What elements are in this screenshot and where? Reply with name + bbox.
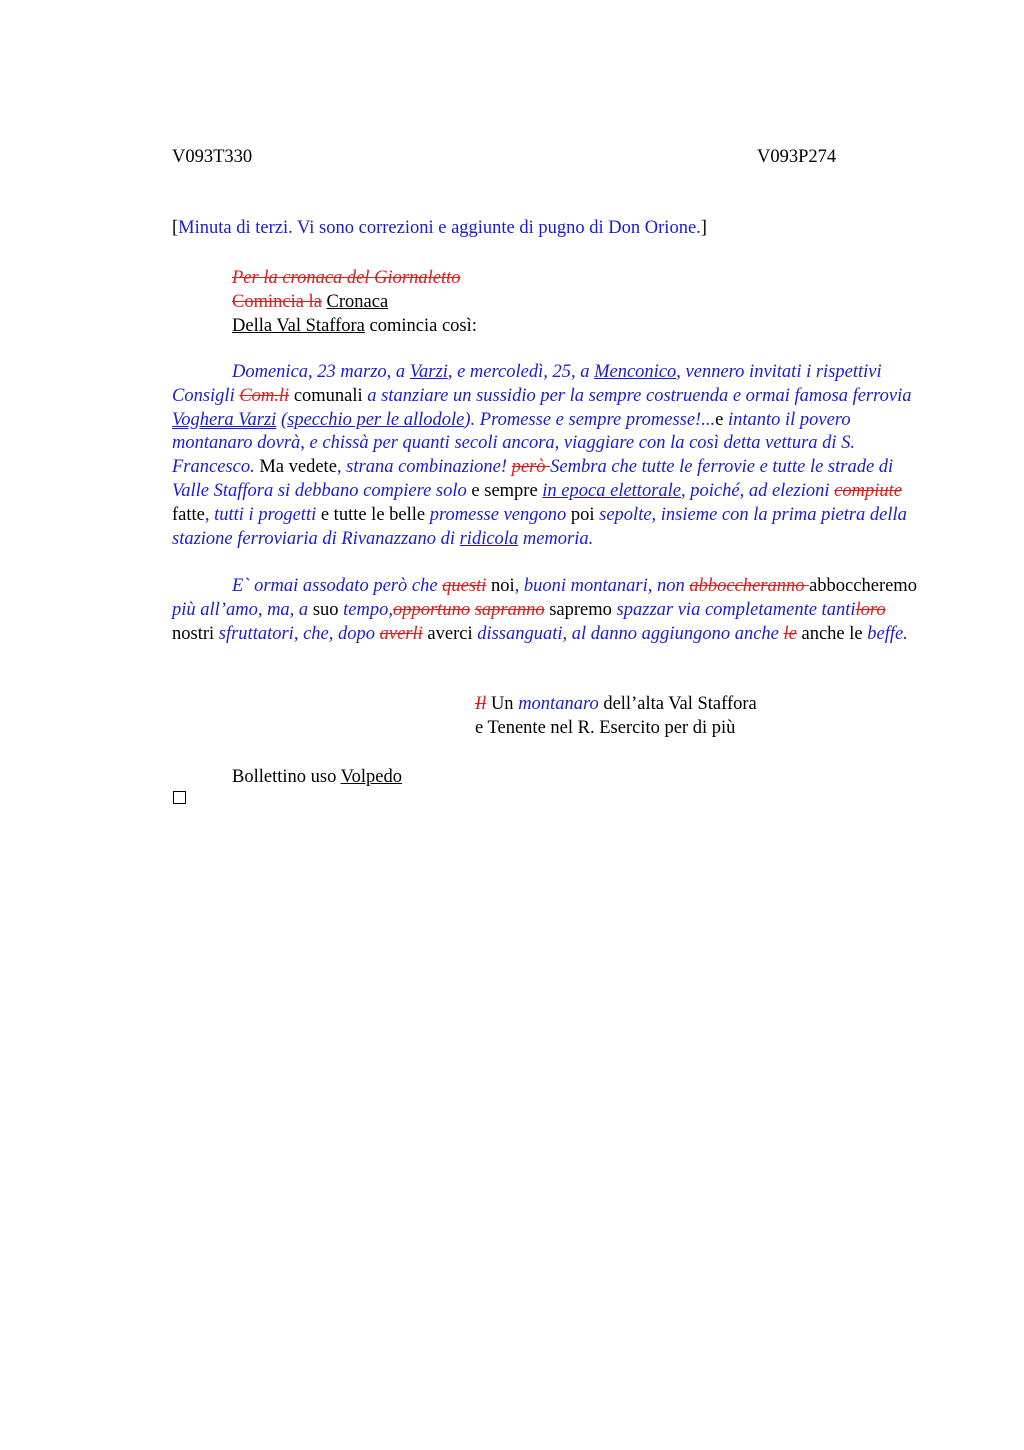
- underlined-phrase: in epoca elettorale: [542, 480, 682, 501]
- text-run: dissanguati, al danno aggiungono anche: [477, 623, 784, 644]
- text-run: e tutte le belle: [316, 504, 430, 525]
- note-text: Minuta di terzi. Vi sono correzioni e aggiunte di pugno di Don Orione.: [178, 218, 701, 238]
- text-run: E` ormai assodato però che: [232, 576, 443, 596]
- text-run: comunali: [289, 385, 368, 406]
- footer-place: Volpedo: [340, 767, 402, 787]
- text-run: spazzar via completamente tanti: [616, 599, 856, 620]
- text-run: noi: [486, 576, 515, 596]
- footer-note: [232, 765, 402, 789]
- paragraph-1: [172, 361, 932, 551]
- paragraph-2: [172, 575, 932, 646]
- text-run: suo: [308, 599, 344, 620]
- text-run: memoria.: [518, 528, 594, 549]
- text-run: Sembra che tutte le ferrovie e tutte le strade di Valle Staffora si debbano compiere solo: [172, 457, 894, 501]
- text-run: montanaro: [518, 694, 599, 714]
- text-run: a stanziare un sussidio per la sempre costruenda e ormai famosa ferrovia: [367, 385, 912, 406]
- deleted-word: compiute: [834, 480, 902, 501]
- deleted-word: opportuno: [392, 599, 471, 620]
- note-bracket-open: [: [172, 218, 179, 238]
- deleted-word: Il: [475, 694, 487, 714]
- text-run: , tutti i progetti: [204, 504, 317, 525]
- heading-val-staffora: Della Val Staffora: [232, 316, 365, 336]
- place-menconico: Menconico: [594, 362, 677, 382]
- text-run: dell’alta Val Staffora: [598, 694, 757, 714]
- text-run: Domenica, 23 marzo, a: [232, 362, 410, 382]
- deleted-heading: Per la cronaca del Giornaletto: [232, 268, 461, 288]
- heading-line-1: [232, 266, 460, 290]
- text-run: tempo,: [343, 599, 393, 620]
- document-code-right: V093P274: [757, 147, 837, 167]
- heading-rest: comincia così:: [369, 316, 477, 336]
- text-run: nostri: [172, 623, 219, 644]
- text-run: poi: [566, 504, 600, 525]
- signature-line-1: [475, 692, 757, 716]
- text-run: averci: [422, 623, 478, 644]
- deleted-word: le: [783, 623, 797, 644]
- deleted-word: Comincia la: [232, 292, 322, 312]
- deleted-word: loro: [855, 599, 886, 620]
- signature-line-2: e Tenente nel R. Esercito per di più: [475, 718, 736, 738]
- footer-text: Bollettino uso: [232, 767, 341, 787]
- place-varzi: Varzi: [409, 362, 448, 382]
- railway-name: Voghera Varzi: [172, 409, 277, 430]
- text-run: abboccheremo: [809, 576, 917, 596]
- deleted-word: Com.li: [239, 385, 290, 406]
- text-run: promesse vengono: [429, 504, 567, 525]
- underlined-phrase: specchio per le allodole: [287, 409, 465, 430]
- text-run: sapremo: [544, 599, 617, 620]
- text-run: anche le: [796, 623, 868, 644]
- note-bracket-close: ]: [700, 218, 707, 238]
- editorial-note: [172, 218, 707, 239]
- heading-line-2: [232, 290, 388, 314]
- checkbox-icon: [173, 791, 186, 804]
- underlined-word: ridicola: [459, 528, 519, 549]
- text-run: sepolte, insieme con la prima pietra della stazione ferroviaria di Rivanazzano di: [172, 504, 907, 549]
- text-run: ). Promesse e sempre promesse!...: [464, 409, 716, 430]
- text-run: , e mercoledì, 25, a: [447, 362, 595, 382]
- text-run: e sempre: [466, 480, 543, 501]
- text-run: , vennero invitati i rispettivi Consigli: [172, 362, 882, 406]
- text-run: sfruttatori, che, dopo: [218, 623, 380, 644]
- heading-cronaca: Cronaca: [326, 292, 389, 312]
- text-run: e: [715, 409, 728, 430]
- deleted-word: sapranno: [474, 599, 545, 620]
- text-run: , strana combinazione!: [336, 457, 512, 478]
- text-run: Ma vedete: [254, 457, 337, 478]
- text-run: beffe.: [867, 623, 908, 644]
- text-run: fatte: [172, 504, 205, 525]
- deleted-word: però: [511, 457, 551, 478]
- text-run: (: [276, 409, 288, 430]
- deleted-word: abboccheranno: [689, 576, 810, 596]
- text-run: più all’amo, ma, a: [172, 599, 309, 620]
- deleted-word: questi: [442, 576, 487, 596]
- text-run: intanto il povero montanaro dovrà, e chissà per quanti secoli ancora, viaggiare con la così detta vettura di S. Francesco.: [172, 409, 856, 478]
- deleted-word: averli: [379, 623, 423, 644]
- document-code-left: V093T330: [172, 147, 253, 167]
- text-run: Un: [486, 694, 519, 714]
- heading-line-3: [232, 314, 477, 338]
- text-run: , poiché, ad elezioni: [681, 480, 835, 501]
- text-run: , buoni montanari, non: [514, 576, 690, 596]
